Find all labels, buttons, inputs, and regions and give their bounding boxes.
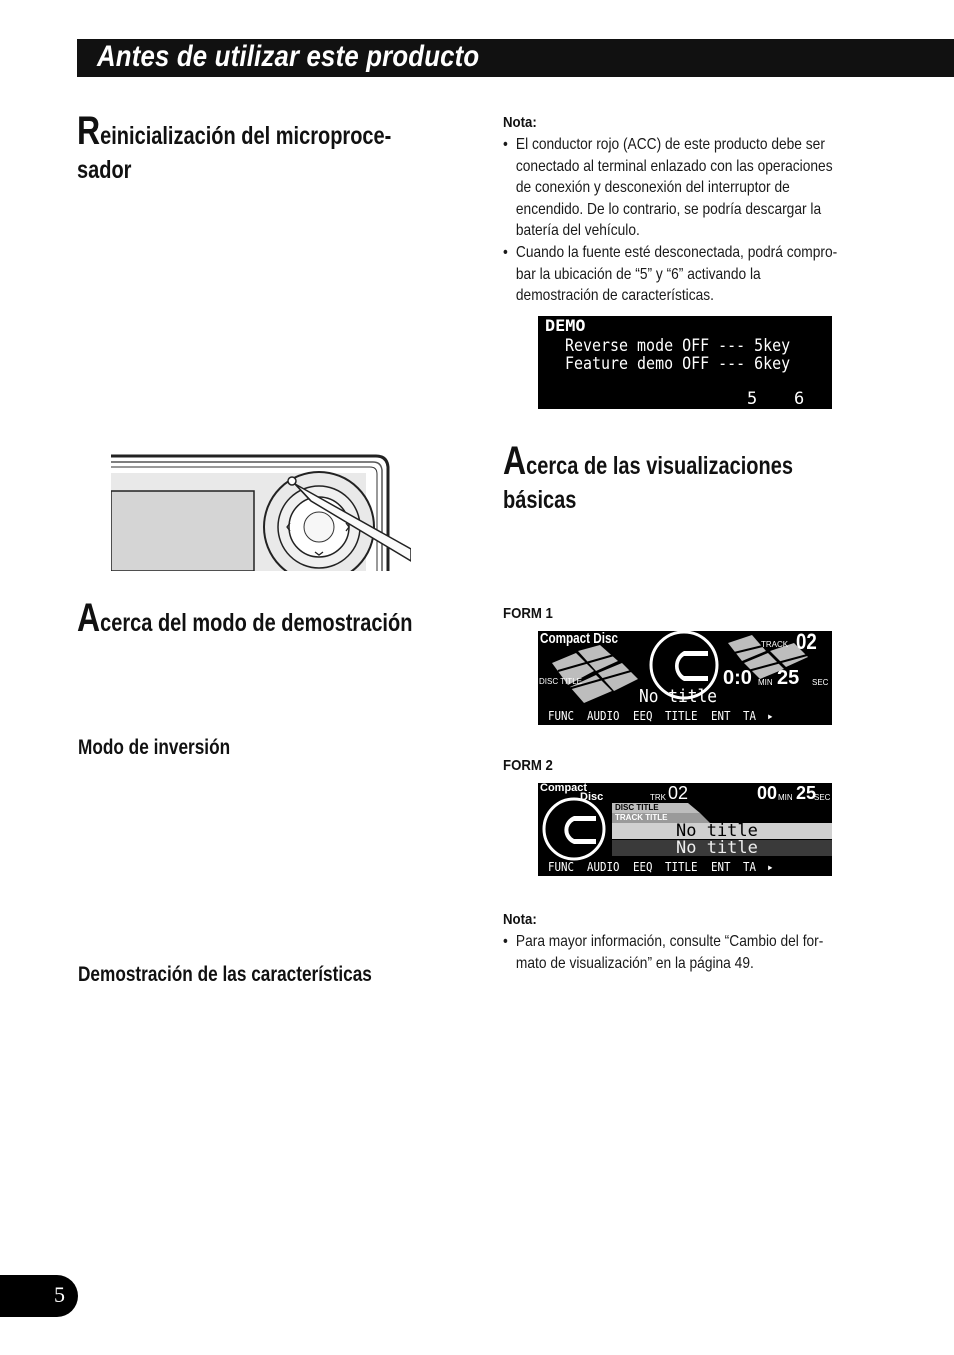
form2-seconds: 25 — [796, 783, 817, 803]
heading-reset — [77, 109, 392, 187]
heading-basic-display-cap: A — [503, 439, 527, 483]
subheading-feature-demo: Demostración de las características — [78, 963, 372, 986]
form1-track-label: TRACK — [761, 640, 789, 649]
subheading-inversion: Modo de inversión — [78, 736, 231, 759]
heading-reset-line2: sador — [77, 156, 132, 184]
form1-seconds: 25 — [777, 667, 800, 689]
form1-menu-func: FUNC — [548, 709, 575, 723]
form1-menu-arrow: ▸ — [766, 709, 774, 723]
note2-item: • Para mayor información, consulte “Cambio del for-mato de visualización” en la página 49. — [503, 931, 847, 974]
form2-track-number: 02 — [668, 783, 689, 803]
heading-basic-display-line1: cerca de las visualizaciones — [526, 452, 793, 480]
form1-menu-ta: TA — [742, 709, 756, 723]
chapter-title: Antes de utilizar este producto — [97, 40, 480, 73]
note1-item: • El conductor rojo (ACC) de este producto debe ser conectado al terminal enlazado con las operaciones de conexión y desconexión del interruptor de encendido. De lo contrario, se podría descargar la batería del vehículo. — [503, 134, 847, 242]
note1-item: • Cuando la fuente esté desconectada, podrá compro-bar la ubicación de “5” y “6” activando la demostración de características. — [503, 242, 847, 307]
form2-menu-func: FUNC — [548, 860, 575, 874]
heading-reset-line1: einicialización del microproce- — [100, 122, 392, 150]
form1-sec-label: SEC — [812, 678, 829, 687]
heading-demo-mode-cap: A — [77, 596, 101, 640]
form2-track-title-label: TRACK TITLE — [615, 813, 668, 822]
note1-list — [503, 134, 847, 307]
form2-display — [538, 783, 832, 876]
form2-source-line2: Disc — [580, 791, 604, 803]
reset-button-illustration — [111, 453, 411, 571]
demo-display-line1: Reverse mode OFF --- 5key — [565, 336, 791, 356]
form2-track-title: No title — [676, 838, 758, 858]
demo-display — [538, 316, 832, 409]
note2-list — [503, 931, 847, 974]
form1-source: Compact Disc — [540, 631, 619, 647]
form2-menu-eeq: EEQ — [633, 860, 653, 874]
form2-disc-title: No title — [676, 821, 758, 841]
demo-display-key6: 6 — [794, 389, 805, 409]
form2-sec-label: SEC — [814, 793, 831, 802]
form2-menu-audio: AUDIO — [586, 860, 620, 874]
form1-min-label: MIN — [758, 678, 773, 687]
form1-track-number: 02 — [796, 631, 817, 654]
demo-display-key5: 5 — [747, 389, 758, 409]
form2-label: FORM 2 — [503, 757, 553, 774]
demo-display-title: DEMO — [545, 316, 586, 335]
form1-display — [538, 631, 832, 725]
heading-demo-mode-text: cerca del modo de demostración — [100, 609, 413, 637]
form2-minutes: 00 — [757, 783, 778, 803]
page-number: 5 — [54, 1282, 65, 1307]
form2-trk-label: TRK — [650, 793, 666, 802]
form2-min-label: MIN — [778, 793, 793, 802]
form2-menu — [538, 860, 832, 876]
form2-menu-title: TITLE — [664, 860, 698, 874]
form2-menu-ta: TA — [742, 860, 756, 874]
form2-disc-title-label: DISC TITLE — [615, 803, 659, 812]
heading-demo-mode — [77, 596, 413, 640]
form2-source-line1: Compact — [540, 783, 588, 794]
form1-menu-ent: ENT — [710, 709, 731, 723]
note2-label: Nota: — [503, 911, 537, 928]
form1-menu — [538, 709, 832, 725]
heading-reset-cap: R — [77, 109, 101, 153]
form2-menu-arrow: ▸ — [766, 860, 774, 874]
form1-menu-title: TITLE — [664, 709, 698, 723]
form2-menu-ent: ENT — [710, 860, 731, 874]
chapter-header — [77, 39, 954, 77]
form1-menu-audio: AUDIO — [586, 709, 620, 723]
form1-title: No title — [639, 686, 718, 707]
form1-label: FORM 1 — [503, 605, 553, 622]
demo-display-line2: Feature demo OFF --- 6key — [565, 354, 791, 374]
heading-basic-display — [503, 439, 793, 517]
form1-disc-title-label: DISC TITLE — [539, 677, 582, 686]
form1-minutes: 0:0 — [723, 667, 752, 689]
page-number-tab — [0, 1275, 78, 1317]
form1-menu-eeq: EEQ — [633, 709, 653, 723]
note1-label: Nota: — [503, 114, 537, 131]
heading-basic-display-line2: básicas — [503, 486, 577, 514]
